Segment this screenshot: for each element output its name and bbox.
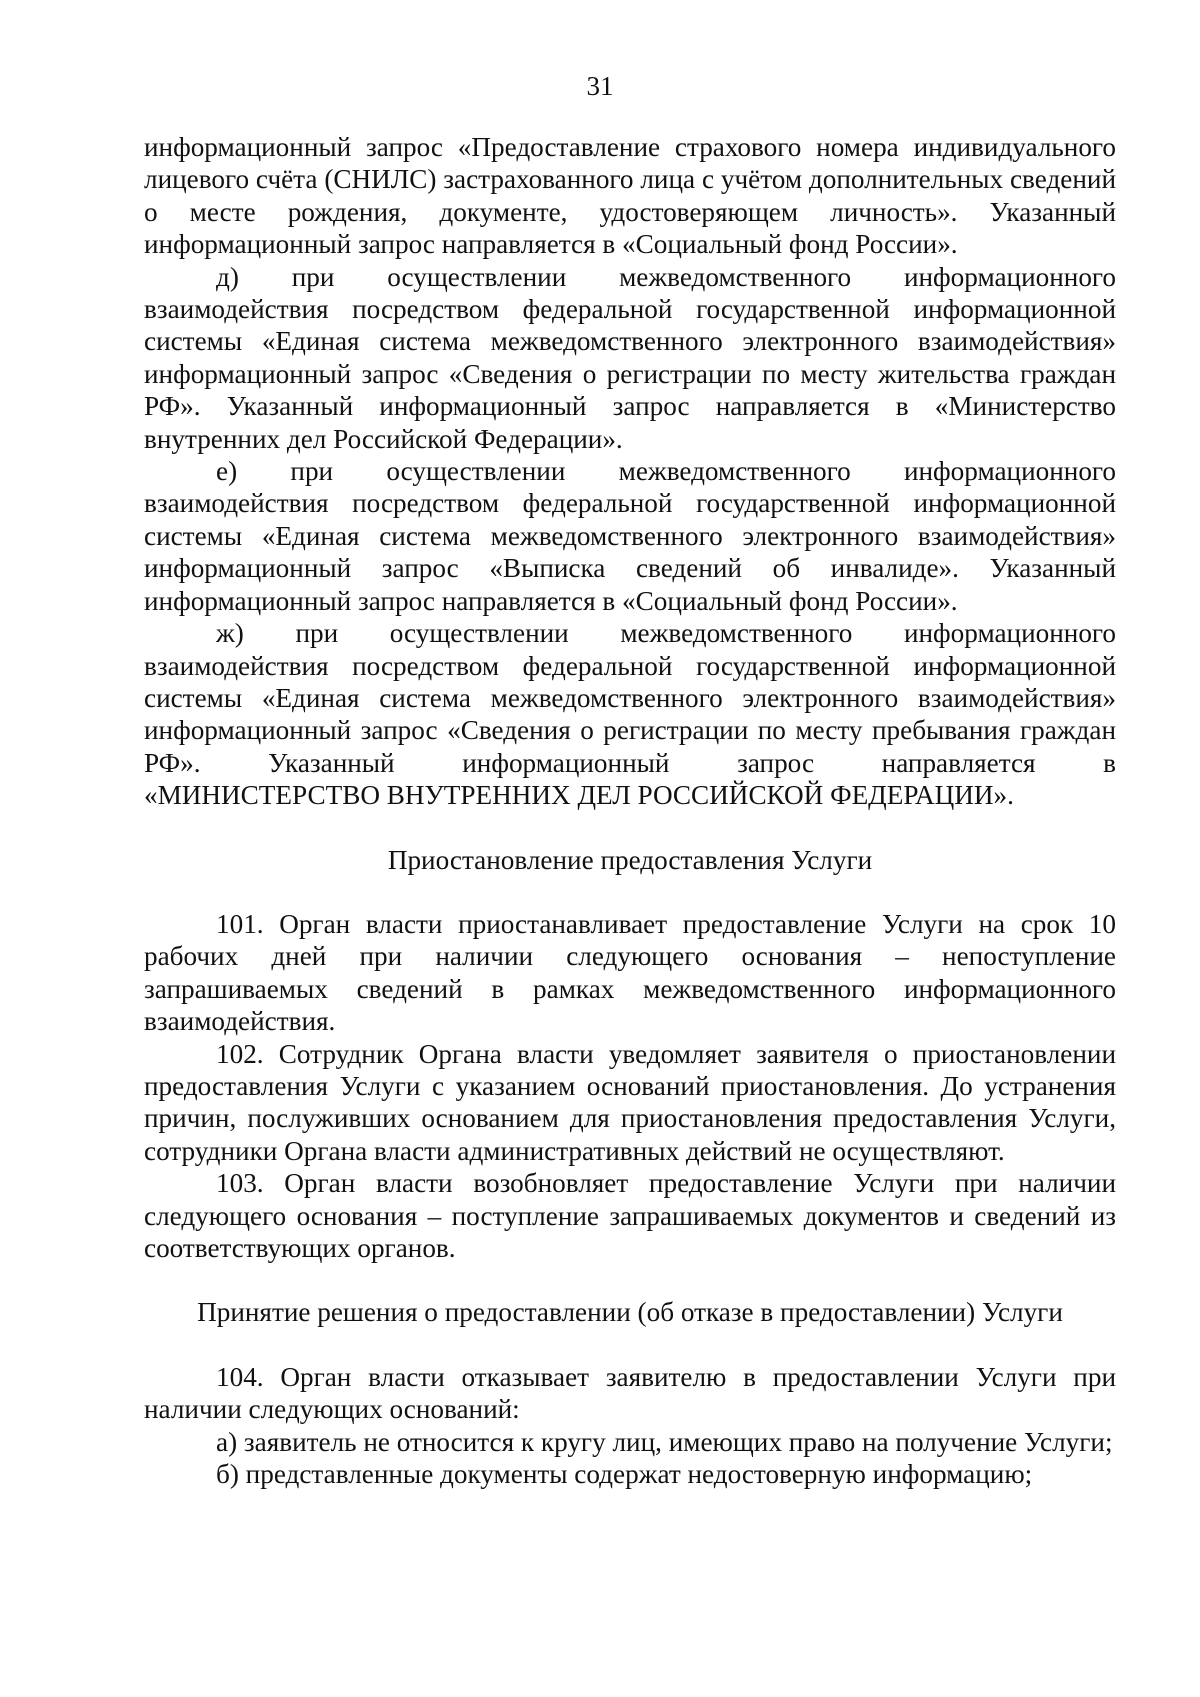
section-heading-suspension: Приостановление предоставления Услуги: [387, 844, 873, 875]
paragraph-item-d: д) при осуществлении межведомственного информационного взаимодействия посредством федеральной государственной информационной системы «Единая система межведомственного электронного взаимодействия» информационный запрос «Сведения о регистрации по месту жительства граждан РФ». Указанный информационный запрос направляется в «Министерство внутренних дел Российской Федерации».: [144, 261, 1116, 454]
paragraph-104-a: а) заявитель не относится к кругу лиц, имеющих право на получение Услуги;: [216, 1426, 1113, 1457]
page-number: 31: [586, 71, 614, 101]
paragraph-ministry-caps: «МИНИСТЕРСТВО ВНУТРЕННИХ ДЕЛ РОССИЙСКОЙ ФЕДЕРАЦИИ».: [144, 780, 1014, 811]
paragraph-item-zh: ж) при осуществлении межведомственного информационного взаимодействия посредством федеральной государственной информационной системы «Единая система межведомственного электронного взаимодействия» информационный запрос «Сведения о регистрации по месту пребывания граждан РФ». Указанный информационный запрос направляется в: [144, 618, 1116, 778]
paragraph-102: 102. Сотрудник Органа власти уведомляет заявителя о приостановлении предоставления Услуги с указанием оснований приостановления. До устранения причин, послуживших основанием для приостановления предоставления Услуги, сотрудники Органа власти административных действий не осуществляют.: [144, 1038, 1116, 1166]
section-heading-decision: Принятие решения о предоставлении (об отказе в предоставлении) Услуги: [197, 1297, 1063, 1328]
paragraph-104-b: б) представленные документы содержат недостоверную информацию;: [216, 1459, 1033, 1490]
paragraph-101: 101. Орган власти приостанавливает предоставление Услуги на срок 10 рабочих дней при наличии следующего основания – непоступление запрашиваемых сведений в рамках межведомственного информационного взаимодействия.: [144, 908, 1116, 1037]
paragraph-snils-request: информационный запрос «Предоставление страхового номера индивидуального лицевого счёта (СНИЛС) застрахованного лица с учётом дополнительных сведений о месте рождения, документе, удостоверяющем личность». Указанный информационный запрос направляется в «Социальный фонд России».: [144, 132, 1116, 260]
paragraph-item-e: е) при осуществлении межведомственного информационного взаимодействия посредством федеральной государственной информационной системы «Единая система межведомственного электронного взаимодействия» информационный запрос «Выписка сведений об инвалиде». Указанный информационный запрос направляется в «Социальный фонд России».: [144, 456, 1116, 616]
document-body: [144, 131, 1116, 1490]
paragraph-103: 103. Орган власти возобновляет предоставление Услуги при наличии следующего основания – поступление запрашиваемых документов и сведений из соответствующих органов.: [144, 1168, 1116, 1263]
paragraph-104: 104. Орган власти отказывает заявителю в предоставлении Услуги при наличии следующих оснований:: [144, 1361, 1116, 1425]
